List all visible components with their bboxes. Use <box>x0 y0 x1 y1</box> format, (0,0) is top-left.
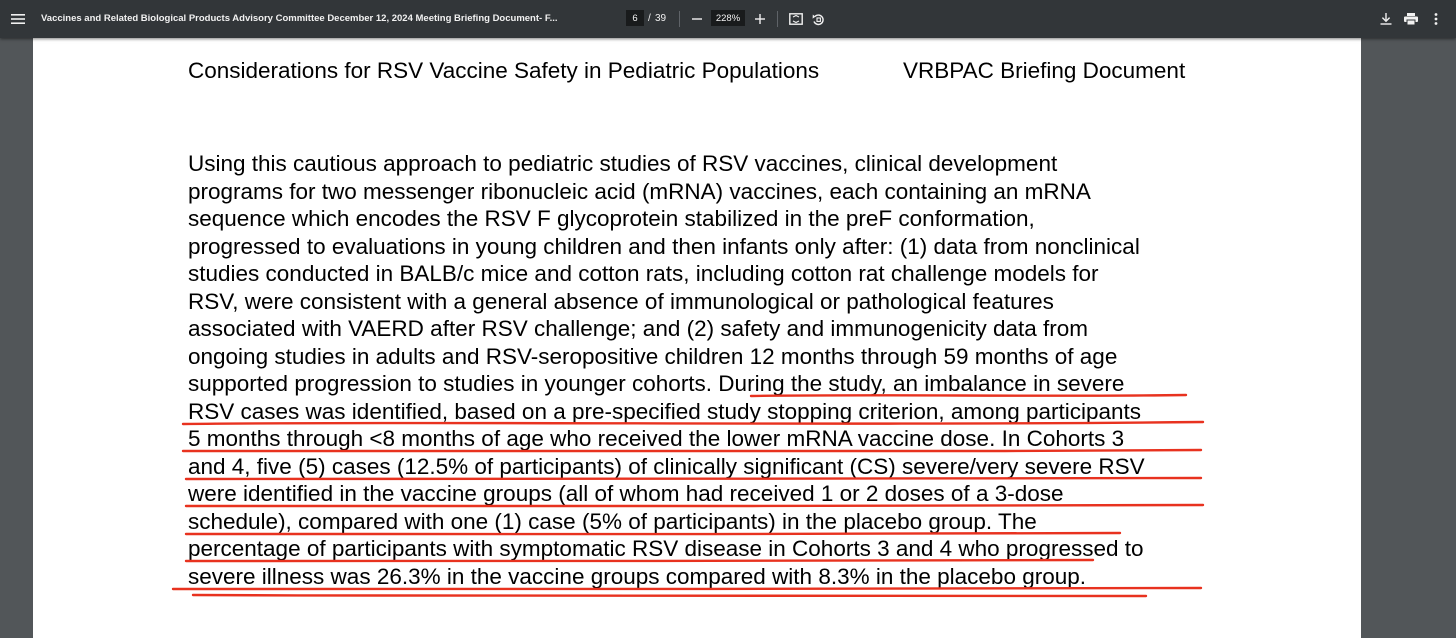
fit-to-page-icon <box>789 13 803 25</box>
paragraph-line: percentage of participants with symptomatic RSV disease in Cohorts 3 and 4 who progressed to <box>188 536 1144 561</box>
more-options-button[interactable] <box>1426 9 1446 29</box>
header-doc-type: VRBPAC Briefing Document <box>903 58 1186 83</box>
more-vert-icon <box>1434 13 1438 25</box>
paragraph-line: supported progression to studies in younger cohorts. During the study, an imbalance in severe <box>188 371 1125 396</box>
print-icon <box>1404 13 1418 25</box>
zoom-out-button[interactable] <box>688 9 706 29</box>
pdf-page <box>33 38 1361 638</box>
menu-icon[interactable] <box>6 7 30 31</box>
document-title: Vaccines and Related Biological Products Advisory Committee December 12, 2024 Meeting Briefing Document- F... <box>41 13 558 24</box>
rotate-icon <box>812 13 825 26</box>
paragraph-line: programs for two messenger ribonucleic acid (mRNA) vaccines, each containing an mRNA <box>188 178 1091 204</box>
paragraph-line: were identified in the vaccine groups (all of whom had received 1 or 2 doses of a 3-dose <box>188 481 1064 506</box>
minus-icon <box>692 14 702 24</box>
paragraph-line: studies conducted in BALB/c mice and cotton rats, including cotton rat challenge models for <box>188 261 1099 286</box>
zoom-in-button[interactable] <box>751 9 769 29</box>
header-title: Considerations for RSV Vaccine Safety in Pediatric Populations <box>188 58 820 83</box>
paragraph-line: and 4, five (5) cases (12.5% of participants) of clinically significant (CS) severe/very severe RSV <box>188 453 1145 479</box>
paragraph-line: ongoing studies in adults and RSV-seropositive children 12 months through 59 months of age <box>188 343 1118 369</box>
page-separator: / <box>648 12 651 24</box>
paragraph-line: progressed to evaluations in young children and then infants only after: (1) data from nonclinical <box>188 233 1140 259</box>
print-button[interactable] <box>1401 9 1421 29</box>
page-number-input[interactable] <box>626 10 644 26</box>
fit-to-page-button[interactable] <box>786 9 806 29</box>
rotate-button[interactable] <box>808 9 828 29</box>
toolbar-divider <box>777 11 778 27</box>
paragraph-line: schedule), compared with one (1) case (5% of participants) in the placebo group. The <box>188 508 1037 534</box>
body-paragraph <box>188 150 1248 590</box>
paragraph-line: RSV, were consistent with a general absence of immunological or pathological features <box>188 288 1054 314</box>
zoom-input[interactable] <box>711 10 745 26</box>
total-pages: 39 <box>655 12 667 24</box>
paragraph-line: 5 months through <8 months of age who received the lower mRNA vaccine dose. In Cohorts 3 <box>188 426 1125 451</box>
paragraph-line: associated with VAERD after RSV challenge; and (2) safety and immunogenicity data from <box>188 316 1089 341</box>
paragraph-line: Using this cautious approach to pediatric studies of RSV vaccines, clinical development <box>188 151 1058 176</box>
page-header <box>33 58 1361 84</box>
paragraph-line: severe illness was 26.3% in the vaccine groups compared with 8.3% in the placebo group. <box>188 563 1087 589</box>
pdf-toolbar <box>0 0 1456 38</box>
download-icon <box>1380 13 1392 25</box>
paragraph-line: RSV cases was identified, based on a pre-specified study stopping criterion, among participants <box>188 398 1142 424</box>
plus-icon <box>755 14 765 24</box>
download-button[interactable] <box>1376 9 1396 29</box>
paragraph-line: sequence which encodes the RSV F glycoprotein stabilized in the preF conformation, <box>188 206 1035 231</box>
toolbar-divider <box>679 11 680 27</box>
